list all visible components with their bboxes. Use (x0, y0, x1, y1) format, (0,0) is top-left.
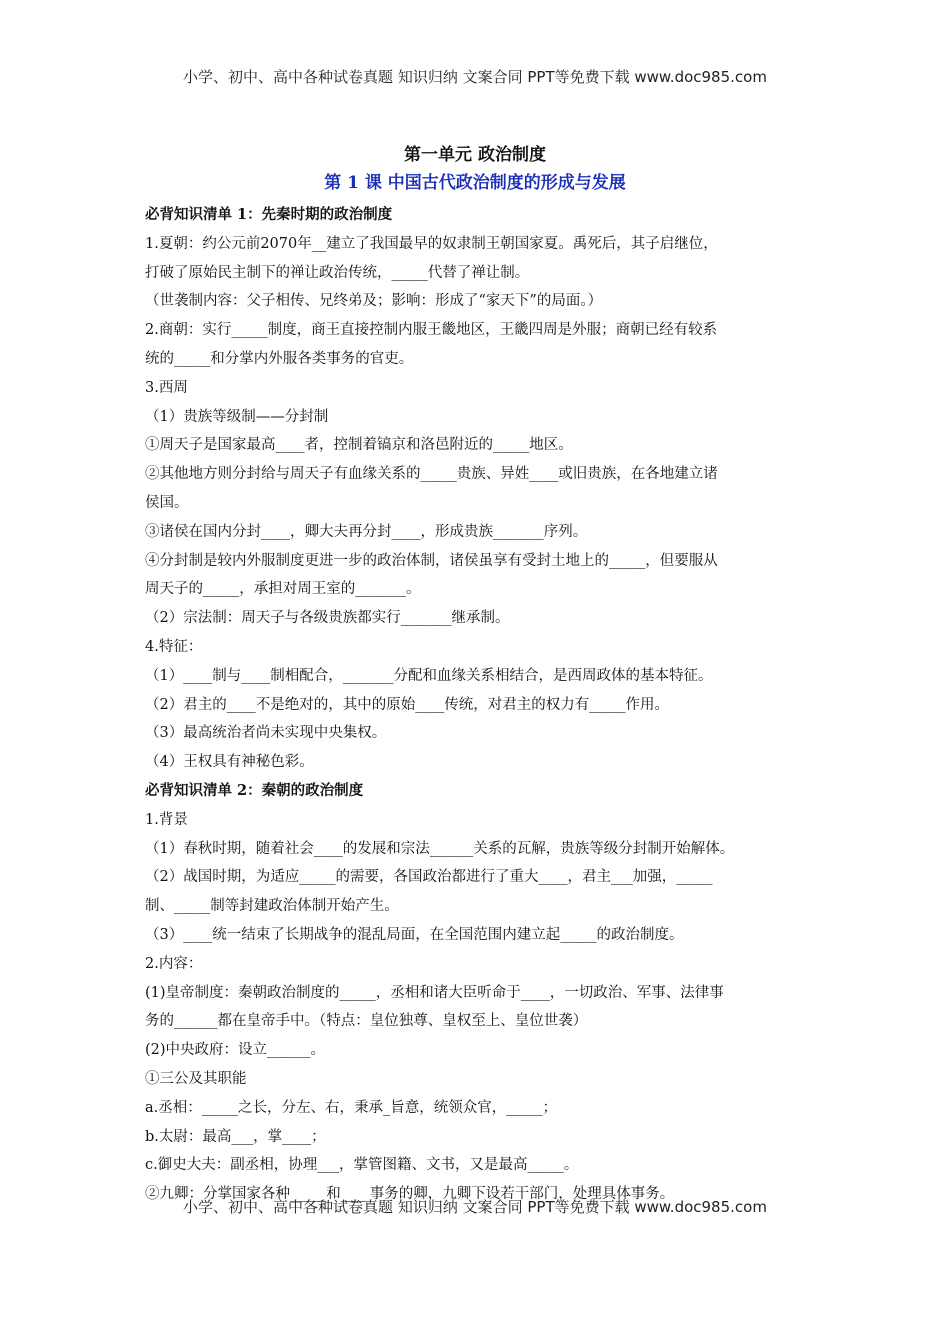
text-line: 打破了原始民主制下的禅让政治传统，_____代替了禅让制。 (145, 264, 530, 281)
text-line: ①周天子是国家最高____者，控制着镐京和洛邑附近的_____地区。 (145, 437, 573, 454)
text-line: 侯国。 (145, 494, 189, 511)
text-line: 务的______都在皇帝手中。（特点：皇位独尊、皇权至上、皇位世袭） (145, 1013, 588, 1030)
text-line: 制、_____制等封建政治体制开始产生。 (145, 898, 399, 915)
text-line: 4.特征： (145, 638, 203, 655)
text-line: （2）战国时期，为适应_____的需要，各国政治都进行了重大____，君主___加强，_____ (145, 869, 713, 886)
text-line: （3）____统一结束了长期战争的混乱局面，在全国范围内建立起_____的政治制度。 (145, 926, 684, 943)
text-line: 1.背景 (145, 811, 188, 828)
text-line: b.太尉：最高___，掌____； (145, 1128, 326, 1145)
text-line: 周天子的_____，承担对周王室的_______。 (145, 581, 421, 598)
text-line: （世袭制内容：父子相传、兄终弟及；影响：形成了“家天下”的局面。） (145, 293, 603, 310)
text-line: ②其他地方则分封给与周天子有血缘关系的_____贵族、异姓____或旧贵族，在各地建立诸 (145, 466, 718, 483)
text-line: ④分封制是较内外服制度更进一步的政治体制，诸侯虽享有受封土地上的_____，但要服从 (145, 552, 718, 569)
lesson-title: 第 1 课 中国古代政治制度的形成与发展 (324, 173, 626, 193)
text-line: （2）宗法制：周天子与各级贵族都实行_______继承制。 (145, 610, 510, 627)
section-heading-2: 必背知识清单 2：秦朝的政治制度 (145, 781, 364, 799)
text-line: c.御史大夫：副丞相，协理___，掌管图籍、文书，又是最高_____。 (145, 1157, 579, 1174)
text-line: （4）王权具有神秘色彩。 (145, 754, 314, 771)
text-line: （1）____制与____制相配合，_______分配和血缘关系相结合，是西周政体的基本特征。 (145, 667, 713, 684)
unit-title: 第一单元 政治制度 (404, 145, 546, 165)
page-header: 小学、初中、高中各种试卷真题 知识归纳 文案合同 PPT等免费下载 www.doc985.com (183, 68, 767, 86)
text-line: 2.内容： (145, 955, 203, 972)
text-line: ②九卿：分掌国家各种_____和____事务的卿，九卿下设若干部门，处理具体事务。 (145, 1186, 675, 1203)
text-line: （3）最高统治者尚未实现中央集权。 (145, 725, 387, 742)
text-line: （1）春秋时期，随着社会____的发展和宗法______关系的瓦解，贵族等级分封制开始解体。 (145, 840, 735, 857)
text-line: （2）君主的____不是绝对的，其中的原始____传统，对君主的权力有_____作用。 (145, 696, 669, 713)
text-line: a.丞相：_____之长，分左、右，秉承_旨意，统领众官，_____； (145, 1099, 558, 1116)
text-line: （1）贵族等级制——分封制 (145, 408, 329, 425)
section-heading-1: 必背知识清单 1：先秦时期的政治制度 (145, 206, 393, 223)
text-line: 2.商朝：实行_____制度，商王直接控制内服王畿地区，王畿四周是外服；商朝已经有较系 (145, 322, 718, 339)
text-line: 统的_____和分掌内外服各类事务的官吏。 (145, 350, 414, 367)
text-line: 1.夏朝：约公元前2070年__建立了我国最早的奴隶制王朝国家夏。禹死后，其子启继位， (145, 235, 718, 252)
text-line: (1)皇帝制度：秦朝政治制度的_____，丞相和诸大臣听命于____，一切政治、军事、法律事 (145, 984, 724, 1001)
text-line: 3.西周 (145, 379, 188, 396)
page-footer: 小学、初中、高中各种试卷真题 知识归纳 文案合同 PPT等免费下载 www.doc985.com (183, 1198, 767, 1216)
text-line: (2)中央政府：设立______。 (145, 1042, 326, 1059)
document-body (145, 201, 825, 1209)
text-line: ①三公及其职能 (145, 1070, 247, 1087)
text-line: ③诸侯在国内分封____，卿大夫再分封____，形成贵族_______序列。 (145, 523, 588, 540)
